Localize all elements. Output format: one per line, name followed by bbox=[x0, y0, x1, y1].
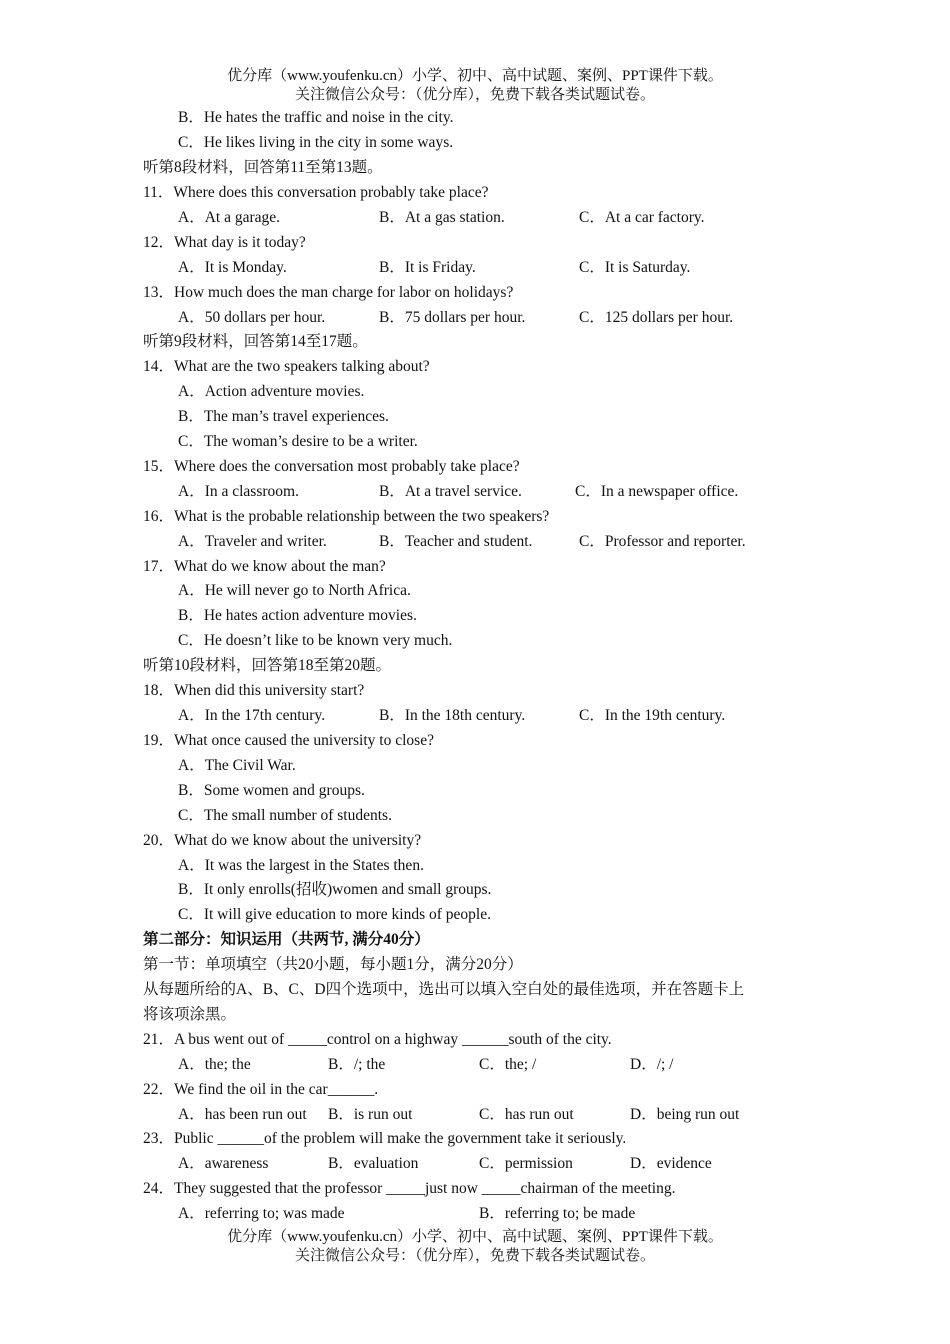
section-8-heading: 听第8段材料，回答第11至第13题。 bbox=[143, 159, 383, 176]
option-20-a: A．It was the largest in the States then. bbox=[178, 857, 424, 874]
option-19-b: B．Some women and groups. bbox=[178, 782, 365, 799]
question-13: 13．How much does the man charge for labor on holidays? bbox=[143, 284, 514, 301]
option-19-c: C．The small number of students. bbox=[178, 807, 392, 824]
option-21-b: B．/; the bbox=[328, 1056, 386, 1073]
option-21-c: C．the; / bbox=[479, 1056, 537, 1073]
section-9-heading: 听第9段材料，回答第14至17题。 bbox=[143, 333, 368, 350]
option-12-b: B．It is Friday. bbox=[379, 259, 476, 276]
option-18-c: C．In the 19th century. bbox=[579, 707, 726, 724]
option-20-c: C．It will give education to more kinds of people. bbox=[178, 906, 491, 923]
option-20-b: B．It only enrolls(招收)women and small groups. bbox=[178, 881, 492, 898]
option-11-c: C．At a car factory. bbox=[579, 209, 705, 226]
option-12-a: A．It is Monday. bbox=[178, 259, 287, 276]
option-15-b: B．At a travel service. bbox=[379, 483, 522, 500]
footer-line-2: 关注微信公众号：（优分库），免费下载各类试题试卷。 bbox=[294, 1248, 655, 1264]
question-14: 14．What are the two speakers talking about? bbox=[143, 358, 430, 375]
option-23-b: B．evaluation bbox=[328, 1155, 419, 1172]
option-19-a: A．The Civil War. bbox=[178, 757, 296, 774]
option-13-b: B．75 dollars per hour. bbox=[379, 309, 526, 326]
option-21-d: D．/; / bbox=[630, 1056, 674, 1073]
question-20: 20．What do we know about the university? bbox=[143, 832, 422, 849]
question-19: 19．What once caused the university to close? bbox=[143, 732, 434, 749]
instructions-line-1: 从每题所给的A、B、C、D四个选项中，选出可以填入空白处的最佳选项，并在答题卡上 bbox=[143, 981, 745, 998]
section-10-heading: 听第10段材料，回答第18至第20题。 bbox=[143, 657, 392, 674]
option-15-a: A．In a classroom. bbox=[178, 483, 299, 500]
option-17-b: B．He hates action adventure movies. bbox=[178, 607, 417, 624]
question-11: 11．Where does this conversation probably take place? bbox=[143, 184, 489, 201]
option-16-c: C．Professor and reporter. bbox=[579, 533, 746, 550]
question-12: 12．What day is it today? bbox=[143, 234, 306, 251]
option-12-c: C．It is Saturday. bbox=[579, 259, 691, 276]
option-16-b: B．Teacher and student. bbox=[379, 533, 533, 550]
option-14-c: C．The woman’s desire to be a writer. bbox=[178, 433, 418, 450]
instructions-line-2: 将该项涂黑。 bbox=[143, 1006, 237, 1023]
option-24-b: B．referring to; be made bbox=[479, 1205, 636, 1222]
option-11-b: B．At a gas station. bbox=[379, 209, 505, 226]
option-22-b: B．is run out bbox=[328, 1106, 413, 1123]
header-line-2: 关注微信公众号：（优分库），免费下载各类试题试卷。 bbox=[294, 87, 655, 103]
part-2-heading: 第二部分：知识运用（共两节, 满分40分） bbox=[143, 931, 430, 948]
question-21: 21．A bus went out of _____control on a highway ______south of the city. bbox=[143, 1031, 612, 1048]
option-24-a: A．referring to; was made bbox=[178, 1205, 345, 1222]
option-23-c: C．permission bbox=[479, 1155, 573, 1172]
option-13-c: C．125 dollars per hour. bbox=[579, 309, 734, 326]
question-23: 23．Public ______of the problem will make the government take it seriously. bbox=[143, 1130, 627, 1147]
option-18-b: B．In the 18th century. bbox=[379, 707, 526, 724]
option-23-a: A．awareness bbox=[178, 1155, 269, 1172]
option-14-a: A．Action adventure movies. bbox=[178, 383, 365, 400]
option-22-d: D．being run out bbox=[630, 1106, 740, 1123]
footer-line-1: 优分库（www.youfenku.cn）小学、初中、高中试题、案例、PPT课件下载。 bbox=[227, 1229, 723, 1245]
question-22: 22．We find the oil in the car______. bbox=[143, 1081, 379, 1098]
option-22-a: A．has been run out bbox=[178, 1106, 307, 1123]
option-16-a: A．Traveler and writer. bbox=[178, 533, 327, 550]
option-13-a: A．50 dollars per hour. bbox=[178, 309, 326, 326]
question-18: 18．When did this university start? bbox=[143, 682, 365, 699]
question-17: 17．What do we know about the man? bbox=[143, 558, 386, 575]
option-10-b: B．He hates the traffic and noise in the city. bbox=[178, 109, 454, 126]
option-15-c: C．In a newspaper office. bbox=[575, 483, 739, 500]
question-24: 24．They suggested that the professor _____just now _____chairman of the meeting. bbox=[143, 1180, 676, 1197]
question-15: 15．Where does the conversation most probably take place? bbox=[143, 458, 520, 475]
option-11-a: A．At a garage. bbox=[178, 209, 280, 226]
option-21-a: A．the; the bbox=[178, 1056, 251, 1073]
option-23-d: D．evidence bbox=[630, 1155, 712, 1172]
option-17-c: C．He doesn’t like to be known very much. bbox=[178, 632, 453, 649]
option-22-c: C．has run out bbox=[479, 1106, 574, 1123]
option-10-c: C．He likes living in the city in some ways. bbox=[178, 134, 454, 151]
option-17-a: A．He will never go to North Africa. bbox=[178, 582, 411, 599]
question-16: 16．What is the probable relationship between the two speakers? bbox=[143, 508, 550, 525]
option-18-a: A．In the 17th century. bbox=[178, 707, 326, 724]
header-line-1: 优分库（www.youfenku.cn）小学、初中、高中试题、案例、PPT课件下载。 bbox=[227, 68, 723, 84]
part-2-section-1-heading: 第一节：单项填空（共20小题，每小题1分，满分20分） bbox=[143, 956, 523, 973]
option-14-b: B．The man’s travel experiences. bbox=[178, 408, 389, 425]
